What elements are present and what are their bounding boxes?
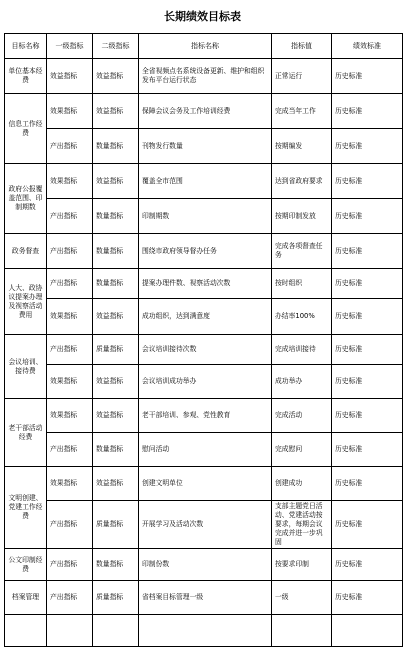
level2-cell: 数量指标 — [93, 129, 139, 164]
table-row — [5, 399, 403, 433]
indicator-name-cell: 成功组织，达到满意度 — [139, 299, 272, 335]
table-row — [5, 433, 403, 467]
indicator-name-cell: 省档案目标管理一级 — [139, 581, 272, 615]
standard-cell: 历史标准 — [332, 433, 403, 467]
indicator-name-cell: 全省视频点名系统设备更新、维护和组织发布平台运行状态 — [139, 59, 272, 94]
standard-cell: 历史标准 — [332, 549, 403, 581]
header-row — [5, 34, 403, 59]
standard-cell: 历史标准 — [332, 164, 403, 199]
level1-cell: 产出指标 — [47, 549, 93, 581]
standard-cell: 历史标准 — [332, 335, 403, 365]
indicator-name-cell: 慰问活动 — [139, 433, 272, 467]
standard-cell: 历史标准 — [332, 299, 403, 335]
table-row — [5, 129, 403, 164]
empty-cell — [332, 615, 403, 647]
level2-cell: 效益指标 — [93, 365, 139, 399]
level2-cell: 效益指标 — [93, 467, 139, 501]
goal-name-cell: 老干部活动经费 — [5, 399, 47, 467]
table-title: 长期绩效目标表 — [164, 10, 241, 23]
goal-name-cell: 文明创建、党建工作经费 — [5, 467, 47, 549]
level2-cell: 效益指标 — [93, 399, 139, 433]
header-level1: 一级指标 — [47, 34, 93, 59]
indicator-name-cell: 提案办理件数、视察活动次数 — [139, 269, 272, 299]
level1-cell: 效益指标 — [47, 59, 93, 94]
level2-cell: 质量指标 — [93, 335, 139, 365]
table-row — [5, 549, 403, 581]
standard-cell: 历史标准 — [332, 234, 403, 269]
indicator-value-cell: 完成当年工作 — [272, 94, 332, 129]
indicator-value-cell: 完成培训接待 — [272, 335, 332, 365]
level2-cell: 质量指标 — [93, 501, 139, 549]
empty-cell — [93, 615, 139, 647]
indicator-value-cell: 按期编发 — [272, 129, 332, 164]
level1-cell: 产出指标 — [47, 501, 93, 549]
indicator-value-cell: 一级 — [272, 581, 332, 615]
table-row — [5, 467, 403, 501]
indicator-name-cell: 保障会议会务及工作培训经费 — [139, 94, 272, 129]
level2-cell: 质量指标 — [93, 581, 139, 615]
goal-name-cell: 政务督查 — [5, 234, 47, 269]
empty-cell — [272, 615, 332, 647]
level2-cell: 数量指标 — [93, 234, 139, 269]
header-goal-name: 目标名称 — [5, 34, 47, 59]
level2-cell: 效益指标 — [93, 59, 139, 94]
goal-name-cell: 政府公报覆盖范围、印制期数 — [5, 164, 47, 234]
indicator-value-cell: 成功举办 — [272, 365, 332, 399]
level1-cell: 产出指标 — [47, 581, 93, 615]
standard-cell: 历史标准 — [332, 467, 403, 501]
empty-cell — [139, 615, 272, 647]
indicator-value-cell: 办结率100% — [272, 299, 332, 335]
standard-cell: 历史标准 — [332, 501, 403, 549]
indicator-name-cell: 覆盖全市范围 — [139, 164, 272, 199]
indicator-value-cell: 达到省政府要求 — [272, 164, 332, 199]
indicator-value-cell: 完成活动 — [272, 399, 332, 433]
standard-cell: 历史标准 — [332, 365, 403, 399]
level2-cell: 数量指标 — [93, 199, 139, 234]
level1-cell: 产出指标 — [47, 269, 93, 299]
level1-cell: 产出指标 — [47, 129, 93, 164]
standard-cell: 历史标准 — [332, 581, 403, 615]
table-row — [5, 59, 403, 94]
level1-cell: 效果指标 — [47, 365, 93, 399]
goal-name-cell: 人大、政协议提案办理及视察活动费用 — [5, 269, 47, 335]
header-level2: 二级指标 — [93, 34, 139, 59]
standard-cell: 历史标准 — [332, 129, 403, 164]
level2-cell: 数量指标 — [93, 549, 139, 581]
level2-cell: 数量指标 — [93, 433, 139, 467]
table-row — [5, 335, 403, 365]
indicator-name-cell: 开展学习及活动次数 — [139, 501, 272, 549]
header-standard: 绩效标准 — [332, 34, 403, 59]
standard-cell: 历史标准 — [332, 59, 403, 94]
indicator-name-cell: 围绕市政府领导督办任务 — [139, 234, 272, 269]
indicator-name-cell: 创建文明单位 — [139, 467, 272, 501]
table-row — [5, 299, 403, 335]
indicator-value-cell: 按期印制发放 — [272, 199, 332, 234]
level1-cell: 产出指标 — [47, 234, 93, 269]
goal-name-cell: 单位基本经费 — [5, 59, 47, 94]
standard-cell: 历史标准 — [332, 94, 403, 129]
table-row — [5, 164, 403, 199]
table-row — [5, 199, 403, 234]
indicator-name-cell: 会议培训接待次数 — [139, 335, 272, 365]
indicator-name-cell: 刊物发行数量 — [139, 129, 272, 164]
level1-cell: 效果指标 — [47, 299, 93, 335]
level2-cell: 效益指标 — [93, 299, 139, 335]
goal-name-cell: 档案管理 — [5, 581, 47, 615]
indicator-value-cell: 支部主题党日活动、党建活动按要求，每期会议完成并进一步巩固 — [272, 501, 332, 549]
level1-cell: 产出指标 — [47, 433, 93, 467]
level1-cell: 效果指标 — [47, 399, 93, 433]
goal-name-cell: 公文印制经费 — [5, 549, 47, 581]
indicator-name-cell: 印制期数 — [139, 199, 272, 234]
table-row — [5, 501, 403, 549]
header-indicator-name: 指标名称 — [139, 34, 272, 59]
level2-cell: 效益指标 — [93, 94, 139, 129]
indicator-value-cell: 完成各项督查任务 — [272, 234, 332, 269]
level1-cell: 产出指标 — [47, 335, 93, 365]
indicator-name-cell: 印制份数 — [139, 549, 272, 581]
level1-cell: 产出指标 — [47, 199, 93, 234]
level2-cell: 效益指标 — [93, 164, 139, 199]
level1-cell: 效果指标 — [47, 467, 93, 501]
level1-cell: 效果指标 — [47, 164, 93, 199]
table-row — [5, 94, 403, 129]
indicator-name-cell: 会议培训成功举办 — [139, 365, 272, 399]
table-row — [5, 234, 403, 269]
goal-name-cell: 信息工作经费 — [5, 94, 47, 164]
empty-row — [5, 615, 403, 647]
table-row — [5, 581, 403, 615]
indicator-value-cell: 完成慰问 — [272, 433, 332, 467]
goal-name-cell: 会议培训、接待费 — [5, 335, 47, 399]
indicator-value-cell: 正常运行 — [272, 59, 332, 94]
level2-cell: 数量指标 — [93, 269, 139, 299]
table-row — [5, 365, 403, 399]
indicator-value-cell: 按要求印制 — [272, 549, 332, 581]
indicator-name-cell: 老干部培训、参观、党性教育 — [139, 399, 272, 433]
header-indicator-value: 指标值 — [272, 34, 332, 59]
table-row — [5, 269, 403, 299]
empty-cell — [5, 615, 47, 647]
standard-cell: 历史标准 — [332, 199, 403, 234]
empty-cell — [47, 615, 93, 647]
indicator-value-cell: 按时组织 — [272, 269, 332, 299]
level1-cell: 效果指标 — [47, 94, 93, 129]
standard-cell: 历史标准 — [332, 399, 403, 433]
indicator-value-cell: 创建成功 — [272, 467, 332, 501]
performance-goals-table — [4, 33, 403, 647]
standard-cell: 历史标准 — [332, 269, 403, 299]
